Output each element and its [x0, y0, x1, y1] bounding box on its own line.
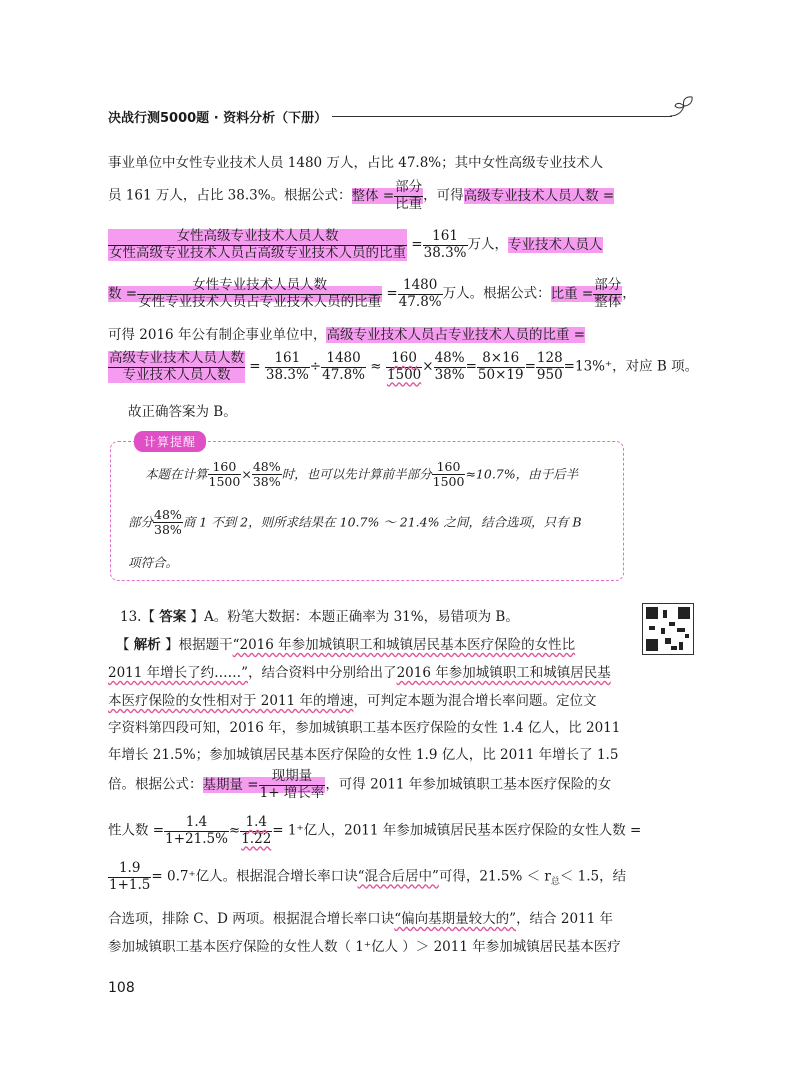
denominator: 比重 — [395, 195, 423, 212]
denominator: 950 — [536, 366, 563, 383]
para1-line4: 数 = 女性专业技术人员人数 女性专业技术人员占专业技术人员的比重 = $\frac{1480}{47.8\%}$ 万人。根据公式：比重 = 部分 整体 ， — [108, 277, 636, 310]
numerator: 女性专业技术人员人数 — [192, 277, 328, 293]
numerator: 女性高级专业技术人员人数 — [176, 228, 339, 244]
text: ≈ — [370, 358, 382, 375]
text: 比重 = — [550, 285, 594, 302]
fraction — [321, 351, 366, 383]
fraction — [432, 460, 466, 490]
running-header: 决战行测5000题 · 资料分析（下册） — [108, 111, 328, 126]
fraction — [108, 351, 245, 383]
tip-line2 — [128, 508, 582, 538]
q13-line1 — [120, 605, 635, 625]
text: 本医疗保险的女性相对于 2011 年的增速 — [108, 693, 354, 709]
fraction — [252, 460, 282, 490]
numerator: 1.4 — [245, 814, 267, 830]
leaf-icon — [668, 94, 696, 120]
fraction — [394, 180, 423, 212]
tip-line3: 项符合。 — [128, 555, 179, 570]
fraction — [536, 351, 564, 383]
fraction — [240, 815, 272, 847]
fraction — [386, 351, 422, 383]
text: “2016 年参加城镇职工和城镇居民基本医疗保险的女性比 — [232, 637, 576, 653]
denominator: 50×19 — [477, 366, 524, 383]
text: 可得，21.5% ＜ r — [438, 868, 551, 885]
text: 员 161 万人，占比 38.3%。根据公式： — [108, 187, 352, 204]
subscript: 总 — [550, 877, 560, 888]
text: 】A。粉笔大数据：本题正确率为 31%，易错项为 B。 — [186, 609, 519, 625]
numerator: 160 — [391, 350, 417, 366]
text: ，可判定本题为混合增长率问题。定位文 — [353, 693, 597, 709]
header-rule — [332, 116, 672, 117]
text: = — [411, 236, 423, 253]
numerator: 8×16 — [482, 350, 520, 366]
label: 答案 — [159, 609, 187, 625]
tip-label: 计算提醒 — [134, 431, 206, 452]
text: = 1⁺亿人，2011 年参加城镇居民基本医疗保险的女性人数 = — [272, 822, 642, 839]
text: 万人， — [467, 236, 508, 253]
text: 时，也可以先计算前半部分 — [281, 466, 432, 482]
text: × — [241, 466, 252, 482]
text: “混合后居中” — [357, 868, 439, 885]
q13-line10 — [108, 907, 623, 927]
text: ，可得 — [423, 187, 464, 204]
fraction — [108, 861, 151, 893]
q13-line11: 参加城镇职工基本医疗保险的女性人数（ 1⁺亿人 ）＞ 2011 年参加城镇居民基本医疗 — [108, 939, 621, 955]
fraction — [434, 351, 466, 383]
formula-highlight — [351, 179, 424, 212]
text: 】根据题干 — [160, 637, 233, 653]
denominator: 1500 — [386, 366, 422, 383]
q13-line7 — [108, 769, 623, 801]
text: ，结合 2011 年 — [516, 911, 614, 927]
text: 【 — [116, 637, 134, 653]
denominator: 47.8% — [398, 293, 442, 310]
numerator: 48% — [434, 350, 465, 366]
text: =13%⁺，对应 B 项。 — [563, 358, 699, 375]
denominator: 女性高级专业技术人员占高级专业技术人员的比重 — [109, 244, 406, 261]
denominator: 38.3% — [265, 366, 309, 383]
page-number: 108 — [108, 980, 135, 996]
q13-line4 — [108, 689, 623, 709]
numerator: 161 — [432, 228, 458, 244]
formula-highlight — [550, 277, 623, 310]
numerator: 1.4 — [185, 814, 208, 830]
denominator: 1+1.5 — [109, 876, 151, 893]
denominator: 1+21.5% — [165, 830, 228, 847]
numerator: 1480 — [326, 350, 361, 366]
denominator: 38.3% — [423, 244, 467, 261]
numerator: 160 — [436, 459, 461, 474]
para1-line5 — [108, 323, 623, 343]
numerator: 高级专业技术人员人数 — [109, 350, 244, 366]
fraction — [108, 229, 407, 261]
text: ÷ — [309, 358, 322, 375]
numerator: 160 — [212, 459, 237, 474]
q13-line5: 字资料第四段可知，2016 年，参加城镇职工基本医疗保险的女性 1.4 亿人，比 2011 — [108, 720, 621, 736]
fraction — [153, 508, 183, 538]
numerator: 48% — [154, 507, 182, 522]
fraction — [265, 351, 310, 383]
text: 商 1 不到 2，则所求结果在 10.7% ～ 21.4% 之间，结合选项，只有 B — [182, 514, 582, 530]
text: “偏向基期量较大的” — [394, 911, 517, 927]
fraction — [477, 351, 525, 383]
para1-line2 — [108, 180, 623, 212]
numerator: 48% — [252, 459, 281, 474]
numerator: 128 — [536, 350, 563, 366]
text: ，结合资料中分别给出了 — [248, 665, 397, 681]
numerator: 1480 — [402, 277, 438, 293]
text: = — [465, 358, 477, 375]
text: ≈10.7%，由于后半 — [465, 466, 579, 482]
text: 可得 2016 年公有制企事业单位中， — [108, 327, 327, 343]
para1-line6 — [108, 350, 699, 383]
text: 2016 年参加城镇职工和城镇居民基 — [396, 665, 611, 681]
highlight: 高级专业技术人员占专业技术人员的比重 = — [326, 327, 586, 343]
label: 解析 — [133, 637, 161, 653]
fraction — [259, 769, 326, 801]
denominator: 38% — [434, 366, 465, 383]
highlight: 高级专业技术人员人数 = — [463, 187, 615, 204]
text: 合选项，排除 C、D 两项。根据混合增长率口诀 — [108, 911, 395, 927]
denominator: 38% — [154, 522, 182, 538]
text: ＜ 1.5，结 — [559, 868, 627, 885]
text: 本题在计算 — [145, 466, 208, 482]
text: = — [524, 358, 536, 375]
fraction — [164, 815, 229, 847]
denominator: 女性专业技术人员占专业技术人员的比重 — [138, 293, 382, 310]
fraction — [137, 278, 382, 310]
numerator: 部分 — [395, 179, 423, 195]
denominator: 1500 — [432, 474, 465, 490]
para1-line7: 故正确答案为 B。 — [128, 404, 237, 420]
q13-line3 — [108, 661, 623, 681]
denominator: 47.8% — [322, 366, 365, 383]
numerator: 部分 — [594, 277, 622, 293]
denominator: 1+ 增长率 — [259, 784, 325, 801]
text: ≈ — [228, 822, 241, 839]
numerator: 现期量 — [271, 768, 313, 784]
text: 基期量 = — [202, 776, 259, 793]
fraction — [423, 229, 468, 261]
q13-line2 — [116, 633, 631, 653]
text: 2011 年增长了约……” — [108, 665, 249, 681]
text: 倍。根据公式： — [108, 776, 203, 793]
formula-highlight — [202, 768, 326, 801]
denominator: 1500 — [208, 474, 241, 490]
q13-line6: 年增长 21.5%；参加城镇居民基本医疗保险的女性 1.9 亿人，比 2011 年增长了 1.5 — [108, 747, 619, 763]
denominator: 38% — [252, 474, 281, 490]
q13-line8 — [108, 814, 642, 847]
text: 性人数 = — [108, 822, 165, 839]
fraction — [593, 278, 622, 310]
text: 整体 = — [351, 187, 395, 204]
text: ，可得 2011 年参加城镇职工基本医疗保险的女 — [325, 776, 612, 793]
text: 数 = — [108, 285, 138, 302]
text: 万人。根据公式： — [442, 285, 551, 302]
para1-line1: 事业单位中女性专业技术人员 1480 万人，占比 47.8%；其中女性高级专业技术人 — [108, 155, 604, 171]
denominator: 专业技术人员人数 — [108, 367, 245, 384]
denominator: 整体 — [594, 293, 622, 310]
highlight: 专业技术人员人 — [508, 236, 603, 253]
text: 部分 — [128, 514, 154, 530]
numerator: 161 — [274, 350, 301, 366]
q13-line9 — [108, 860, 627, 893]
numerator: 1.9 — [118, 860, 141, 876]
text: × — [422, 358, 434, 375]
text: = — [249, 358, 261, 375]
fraction — [208, 460, 242, 490]
qr-code-icon[interactable] — [642, 603, 694, 655]
text: = 0.7⁺亿人。根据混合增长率口诀 — [151, 868, 358, 885]
text: = — [386, 285, 398, 302]
text: 13.【 — [120, 609, 160, 625]
para1-line3 — [108, 229, 623, 261]
fraction — [398, 278, 443, 310]
tip-line1 — [145, 460, 578, 490]
denominator: 1.22 — [241, 830, 272, 847]
